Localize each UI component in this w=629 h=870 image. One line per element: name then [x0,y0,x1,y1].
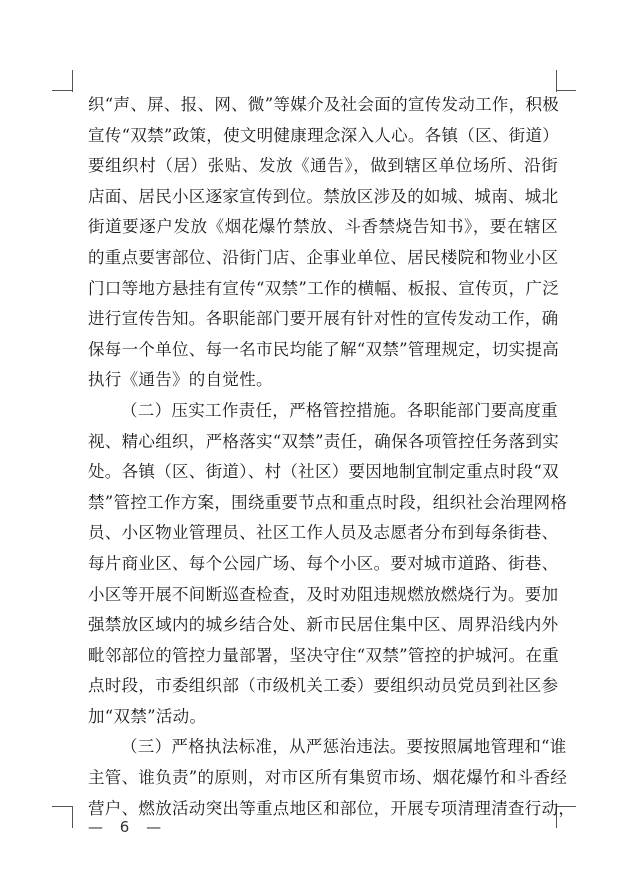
crop-mark-bottom-left-h [52,806,72,807]
text-line: 保每一个单位、每一名市民均能了解“双禁”管理规定，切实提高 [88,339,560,359]
text-line: 织“声、屏、报、网、微”等媒介及社会面的宣传发动工作，积极 [88,95,560,114]
text-line: 小区等开展不间断巡查检查，及时劝阻违规燃放燃烧行为。要加 [88,584,559,604]
text-line: 每片商业区、每个公园广场、每个小区。要对城市道路、街巷、 [88,553,559,573]
text-line: 员、小区物业管理员、社区工作人员及志愿者分布到每条街巷、 [88,523,559,543]
crop-mark-top-right [556,70,557,92]
text-line: 执行《通告》的自觉性。 [88,370,273,390]
crop-mark-top-left-h [52,90,72,91]
crop-mark-bottom-left [72,806,73,828]
text-line: 视、精心组织，严格落实“双禁”责任，确保各项管控任务落到实 [88,431,560,451]
section-heading-line: （三）严格执法标准，从严惩治违法。要按照属地管理和“谁 [121,737,567,757]
text-line: 毗邻部位的管控力量部署，坚决守住“双禁”管控的护城河。在重 [88,645,560,665]
text-line: 的重点要害部位、沿街门店、企事业单位、居民楼院和物业小区 [88,247,559,267]
text-line: 禁”管控工作方案，围绕重要节点和重点时段，组织社会治理网格 [88,492,568,512]
text-line: 店面、居民小区逐家宣传到位。禁放区涉及的如城、城南、城北 [88,186,559,206]
text-line: 强禁放区域内的城乡结合处、新市民居住集中区、周界沿线内外 [88,615,559,635]
text-line: 门口等地方悬挂有宣传“双禁”工作的横幅、板报、宣传页，广泛 [88,278,560,298]
page-number: — 6 — [88,818,168,836]
section-heading-line: （二）压实工作责任，严格管控措施。各职能部门要高度重 [121,400,558,420]
crop-mark-top-left [72,70,73,92]
text-line: 营户、燃放活动突出等重点地区和部位，开展专项清理清查行动， [88,798,576,818]
text-line: 主管、谁负责”的原则，对市区所有集贸市场、烟花爆竹和斗香经 [88,768,568,788]
text-line: 加“双禁”活动。 [88,706,207,726]
text-line: 宣传“双禁”政策，使文明健康理念深入人心。各镇（区、街道） [88,125,560,145]
text-line: 街道要逐户发放《烟花爆竹禁放、斗香禁烧告知书》，要在辖区 [88,217,558,237]
body-text [88,90,576,824]
crop-mark-top-right-h [556,90,576,91]
text-line: 处。各镇（区、街道）、村（社区）要因地制宜制定重点时段“双 [88,462,559,482]
text-line: 点时段，市委组织部（市级机关工委）要组织动员党员到社区参 [88,676,559,696]
text-line: 进行宣传告知。各职能部门要开展有针对性的宣传发动工作，确 [88,309,559,329]
text-line: 要组织村（居）张贴、发放《通告》，做到辖区单位场所、沿街 [88,156,558,176]
